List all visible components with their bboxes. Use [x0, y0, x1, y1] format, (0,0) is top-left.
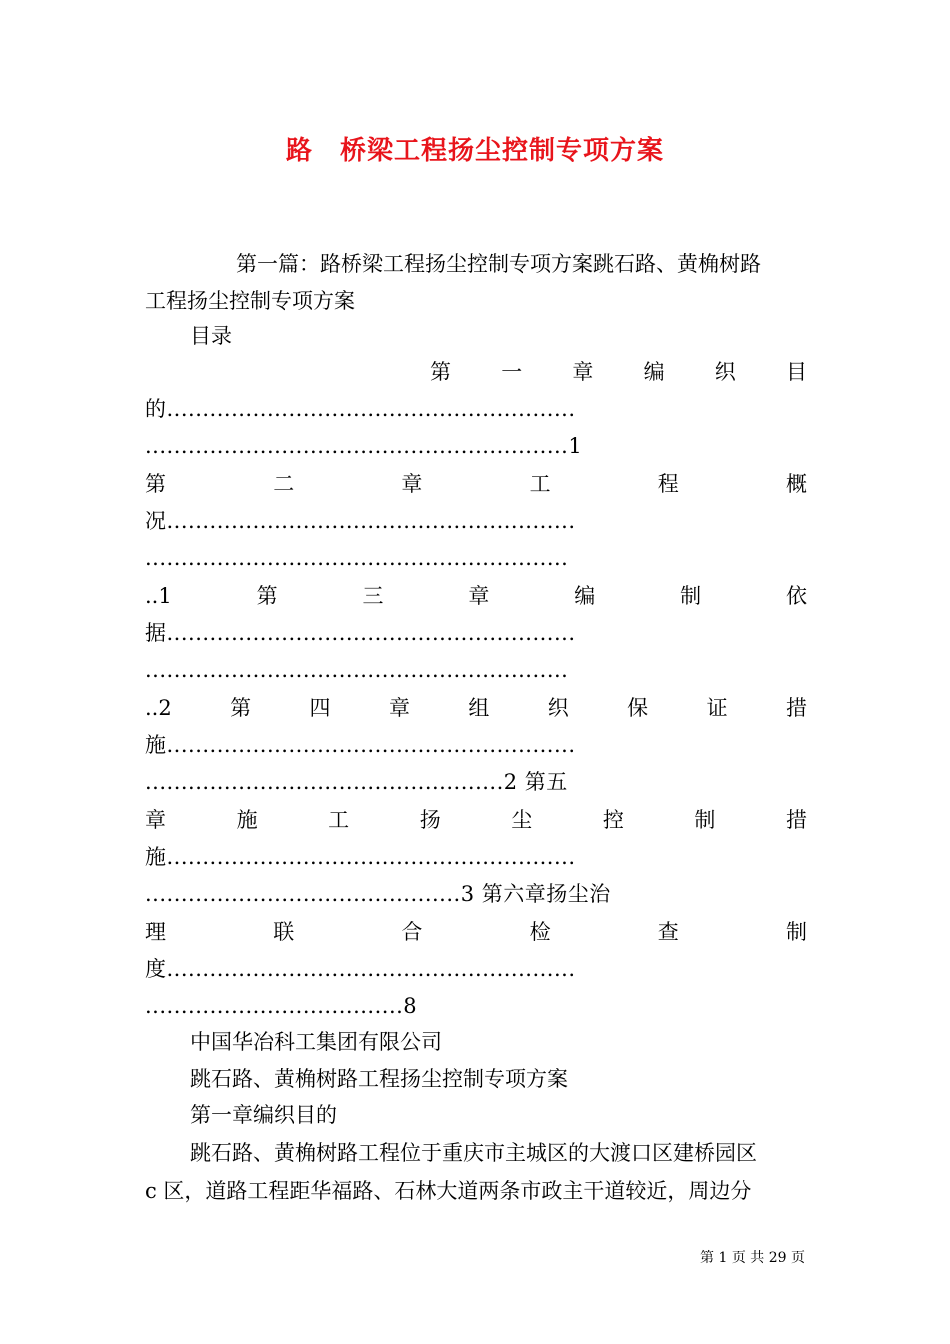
document-title: 路 桥梁工程扬尘控制专项方案 — [285, 136, 664, 166]
toc-word: ..1 — [145, 584, 172, 608]
intro-line-1: 第一篇：路桥梁工程扬尘控制专项方案跳石路、黄桷树路 — [236, 252, 761, 276]
toc-word: 章 — [401, 472, 423, 496]
toc-word: 第 — [430, 360, 451, 384]
body-line: c 区，道路工程距华福路、石林大道两条市政主干道较近，周边分 — [145, 1179, 752, 1203]
toc-word: 措 — [785, 808, 807, 832]
toc-line: ........................................................... — [145, 658, 569, 682]
toc-word: 织 — [547, 696, 569, 720]
toc-word: 编 — [643, 360, 665, 384]
body-line: 跳石路、黄桷树路工程位于重庆市主城区的大渡口区建桥园区 — [190, 1141, 757, 1165]
toc-line: 况......................................................... — [145, 509, 576, 533]
body-line: 中国华冶科工集团有限公司 — [190, 1030, 442, 1054]
toc-line: ............................................3 第六章扬尘治 — [145, 882, 611, 906]
toc-word: 三 — [362, 584, 384, 608]
toc-word: 一 — [501, 360, 523, 384]
toc-word: 二 — [273, 472, 295, 496]
toc-word: 第 — [145, 472, 166, 496]
toc-word: 扬 — [419, 808, 441, 832]
toc-word: 查 — [657, 920, 679, 944]
toc-line — [145, 694, 807, 722]
toc-line: 度......................................................... — [145, 957, 576, 981]
body-line: 跳石路、黄桷树路工程扬尘控制专项方案 — [190, 1067, 568, 1091]
toc-word: 施 — [236, 808, 258, 832]
toc-word: 证 — [706, 696, 728, 720]
toc-line: 施......................................................... — [145, 845, 576, 869]
toc-word: 第 — [256, 584, 278, 608]
toc-word: 章 — [388, 696, 410, 720]
toc-word: 四 — [309, 696, 331, 720]
toc-word: 合 — [401, 920, 423, 944]
toc-line — [145, 582, 807, 610]
toc-word: 章 — [572, 360, 594, 384]
toc-line — [145, 918, 807, 946]
toc-line: 施......................................................... — [145, 733, 576, 757]
intro-line-2: 工程扬尘控制专项方案 — [145, 289, 355, 313]
toc-word: 程 — [657, 472, 679, 496]
toc-word: 理 — [145, 920, 166, 944]
toc-word: ..2 — [145, 696, 172, 720]
toc-word: 制 — [694, 808, 716, 832]
toc-line: 的......................................................... — [145, 397, 576, 421]
toc-word: 制 — [680, 584, 702, 608]
toc-word: 措 — [785, 696, 807, 720]
toc-line: 据......................................................... — [145, 621, 576, 645]
toc-word: 工 — [529, 472, 551, 496]
page-footer: 第 1 页 共 29 页 — [700, 1250, 805, 1266]
toc-word: 第 — [230, 696, 252, 720]
toc-word: 保 — [627, 696, 649, 720]
toc-word: 依 — [785, 584, 807, 608]
toc-line — [430, 358, 807, 386]
toc-word: 尘 — [511, 808, 533, 832]
toc-word: 织 — [714, 360, 736, 384]
toc-word: 制 — [785, 920, 807, 944]
toc-word: 工 — [328, 808, 350, 832]
toc-word: 联 — [273, 920, 295, 944]
toc-line: ..................................................2 第五 — [145, 770, 568, 794]
toc-line: ........................................................... — [145, 546, 569, 570]
toc-line: ....................................8 — [145, 994, 418, 1018]
toc-heading: 目录 — [190, 324, 232, 348]
body-line: 第一章编织目的 — [190, 1103, 337, 1127]
toc-word: 编 — [574, 584, 596, 608]
toc-word: 章 — [145, 808, 166, 832]
toc-word: 控 — [602, 808, 624, 832]
toc-word: 检 — [529, 920, 551, 944]
toc-line: ...........................................................1 — [145, 434, 583, 458]
toc-line — [145, 806, 807, 834]
toc-word: 目 — [785, 360, 807, 384]
toc-word: 章 — [468, 584, 490, 608]
toc-word: 概 — [785, 472, 807, 496]
toc-line — [145, 470, 807, 498]
toc-word: 组 — [468, 696, 490, 720]
